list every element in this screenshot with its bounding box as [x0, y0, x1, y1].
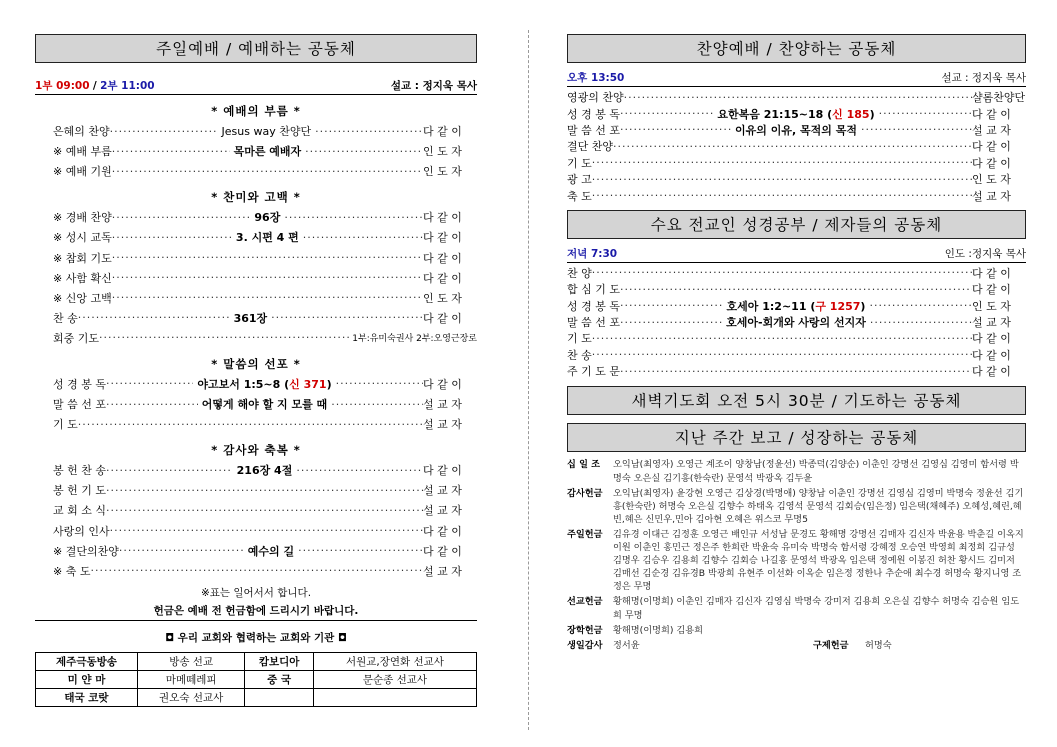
- order-row: [567, 155, 1026, 171]
- afternoon-meta: [567, 69, 1026, 87]
- order-label: 찬 송: [53, 311, 78, 325]
- sunday-meta: [35, 77, 477, 95]
- wednesday-order: [567, 265, 1026, 380]
- order-content: [731, 122, 861, 138]
- order-label: 기 도: [53, 418, 78, 432]
- order-label: 은혜의 찬양: [53, 125, 110, 139]
- order-label: ※ 결단의찬양: [53, 544, 119, 558]
- leader-dots: [106, 377, 193, 390]
- weekly-report: [567, 458, 1026, 636]
- report-row: [567, 458, 1026, 484]
- order-content: [230, 143, 306, 159]
- partner-row: [36, 688, 477, 706]
- order-label: 축 도: [567, 189, 592, 203]
- sunday-preacher: 설교 : 정지욱 목사: [390, 80, 477, 92]
- order-row: [567, 89, 1026, 105]
- report-row: [567, 624, 1026, 637]
- order-person: 다 같 이: [422, 377, 462, 391]
- relief-value: 허명숙: [865, 639, 892, 651]
- order-label: 교 회 소 식: [53, 504, 106, 518]
- leader-dots: [112, 271, 423, 284]
- order-person: 다 같 이: [972, 332, 1011, 346]
- order-person: 설 교 자: [423, 504, 462, 518]
- leader-dots: [106, 484, 423, 497]
- leader-dots: [592, 348, 972, 361]
- leader-dots: [592, 189, 972, 202]
- order-row: [35, 460, 477, 480]
- order-row: [35, 308, 477, 328]
- order-content-text: 216장 4절: [236, 464, 293, 478]
- partner-cell: 중 국: [245, 670, 314, 688]
- order-content: [713, 106, 878, 122]
- dawn-banner: 새벽기도회 오전 5시 30분 / 기도하는 공동체: [567, 386, 1026, 415]
- order-label: 합 심 기 도: [567, 283, 620, 297]
- standing-note: ※표는 일어서서 합니다.: [200, 586, 312, 599]
- order-person: 다 같 이: [972, 365, 1011, 379]
- order-person: 설 교 자: [423, 484, 462, 498]
- leader-dots: [861, 123, 972, 136]
- report-label: 장학헌금: [567, 624, 603, 636]
- order-label: ※ 사함 확신: [53, 271, 112, 285]
- hymn-ref: 구 1257: [815, 299, 861, 313]
- order-person: 다 같 이: [422, 231, 462, 245]
- ref-close: ): [860, 299, 866, 313]
- order-label: 찬 양: [567, 266, 592, 280]
- order-label: 영광의 찬양: [567, 91, 624, 105]
- order-row: [567, 265, 1026, 281]
- order-row: [567, 105, 1026, 121]
- report-row: [567, 595, 1026, 621]
- partner-cell: [245, 688, 314, 706]
- order-row: [35, 141, 477, 161]
- order-content-text: 3. 시편 4 편: [235, 231, 299, 245]
- order-row: [35, 521, 477, 541]
- order-person: 다 같 이: [423, 125, 462, 139]
- leader-dots: [119, 544, 244, 557]
- order-row: [35, 328, 477, 348]
- ref-close: ): [869, 107, 875, 121]
- order-content-text: 요한복음 21:15~18 (: [717, 107, 833, 121]
- report-names: 오익남(최영자) 윤강현 오영근 김상경(박명애) 양창남 이춘인 강명선 김영심 김영미 박명숙 정윤선 김기흥(한숙란) 허명숙 오은실 김향수 하태옥 김영석 문영석 김회승(임은정) 임은택(채혜주) 오혜성,혜린,혜빈,혜은 신민우,민아 김아현 오혜은 위스코 무명5: [613, 487, 1024, 525]
- afternoon-time: 오후 13:50: [567, 72, 625, 84]
- order-label: 회중 기도: [53, 331, 100, 345]
- report-names: 황해명(이명희) 이춘인 김매자 김신자 김영심 박명숙 강미저 김용희 오은실 김향수 허명숙 김승원 임도희 무명: [613, 596, 1020, 621]
- report-row: [567, 528, 1026, 593]
- wednesday-banner: 수요 전교인 성경공부 / 제자들의 공동체: [567, 210, 1026, 239]
- order-person: 설 교 자: [972, 189, 1011, 203]
- relief-label: 구제헌금: [813, 639, 849, 651]
- order-row: [35, 288, 477, 308]
- section-title: * 감사와 축복 *: [211, 443, 301, 458]
- partner-cell: 태국 코랏: [36, 688, 138, 706]
- order-row: [35, 227, 477, 247]
- leader-dots: [624, 91, 972, 104]
- leader-dots: [106, 398, 198, 411]
- order-row: [567, 187, 1026, 203]
- order-person: 인 도 자: [972, 299, 1011, 313]
- order-row: [35, 268, 477, 288]
- report-label: 주일헌금: [567, 528, 603, 540]
- leader-dots: [112, 165, 423, 178]
- time-separator: /: [92, 80, 97, 92]
- page-divider: [528, 30, 529, 730]
- order-person: 다 같 이: [423, 271, 462, 285]
- afternoon-preacher: 설교 : 정지욱 목사: [941, 72, 1026, 84]
- section-title: * 예배의 부름 *: [211, 104, 301, 118]
- partner-cell: 권오숙 선교사: [137, 688, 244, 706]
- order-person: 설 교 자: [423, 564, 462, 578]
- order-person: 다 같 이: [423, 524, 462, 538]
- offering-note: 헌금은 예배 전 헌금함에 드리시기 바랍니다.: [35, 602, 477, 621]
- partner-cell: 문순종 선교사: [313, 670, 476, 688]
- order-label: ※ 경배 찬양: [53, 211, 112, 225]
- partner-cell: 방송 선교: [137, 652, 244, 670]
- order-row: [567, 281, 1026, 297]
- order-content-text: 예수의 길: [247, 544, 295, 558]
- partners-table: [35, 652, 477, 707]
- order-content-text: 361장: [233, 311, 268, 325]
- order-content: [232, 229, 303, 245]
- report-names: 정서윤: [613, 639, 640, 651]
- leader-dots: [620, 107, 713, 120]
- leader-dots: [879, 107, 972, 120]
- order-content: [723, 298, 870, 314]
- partner-cell: 서원교,장연화 선교사: [313, 652, 476, 670]
- order-person: 인 도 자: [423, 291, 462, 305]
- order-label: 사랑의 인사: [53, 524, 110, 538]
- partners-title: ◘ 우리 교회와 협력하는 교회와 기관 ◘: [165, 631, 347, 644]
- order-person: 다 같 이: [423, 311, 462, 325]
- order-content: [230, 310, 272, 326]
- order-label: 주 기 도 문: [567, 365, 620, 379]
- report-label: 생일감사: [567, 639, 603, 651]
- leader-dots: [296, 464, 423, 477]
- leader-dots: [620, 283, 972, 296]
- order-content: [233, 462, 297, 478]
- order-person: 다 같 이: [972, 140, 1011, 154]
- section-title: * 말씀의 선포 *: [211, 356, 301, 371]
- ref-close: ): [326, 377, 332, 391]
- order-person: 다 같 이: [423, 211, 462, 225]
- order-person: 다 같 이: [422, 464, 462, 478]
- order-row: [567, 138, 1026, 154]
- order-label: 찬 송: [567, 348, 592, 362]
- order-person: 다 같 이: [972, 348, 1011, 362]
- order-person: 인 도 자: [423, 165, 462, 179]
- afternoon-order: [567, 89, 1026, 204]
- wednesday-time: 저녁 7:30: [567, 247, 618, 260]
- order-label: 결단 찬양: [567, 140, 614, 154]
- order-content: [198, 396, 331, 412]
- partner-cell: 캄보디아: [245, 652, 314, 670]
- order-label: ※ 예배 부름: [53, 145, 112, 159]
- order-label: 기 도: [567, 156, 592, 170]
- order-label: ※ 참회 기도: [53, 251, 112, 265]
- order-row: [35, 414, 477, 434]
- order-content-text: 어떻게 해야 할 지 모를 때: [201, 398, 328, 412]
- order-label: 성 경 봉 독: [567, 299, 620, 313]
- report-names: 황해명(이명희) 김용희: [613, 624, 703, 636]
- report-names: 오익남(최영자) 오영근 계조이 양창남(정윤선) 박종덕(김양순) 이춘인 강명선 김영심 김영미 함서령 박명숙 오은실 김기흥(한숙란) 문영석 박광옥 김두윤: [613, 459, 1019, 484]
- order-content-text: 호세아-회개와 사랑의 선지자: [726, 316, 866, 330]
- leader-dots: [305, 145, 423, 158]
- order-label: 광 고: [567, 173, 592, 187]
- order-row: [35, 394, 477, 414]
- sunday-banner: 주일예배 / 예배하는 공동체: [35, 34, 477, 63]
- order-person: 1부:유미숙권사 2부:오영근장로: [352, 334, 477, 345]
- order-label: ※ 축 도: [53, 564, 91, 578]
- hymn-ref: 신 185: [832, 107, 870, 121]
- leader-dots: [112, 291, 423, 304]
- order-person: 설 교 자: [972, 316, 1011, 330]
- hymn-ref: 신 371: [289, 377, 327, 391]
- order-person: 샬롬찬양단: [972, 91, 1026, 105]
- service-times: [35, 77, 155, 94]
- order-person: 인 도 자: [972, 173, 1011, 187]
- order-label: 말 씀 선 포: [567, 316, 620, 330]
- leader-dots: [110, 125, 218, 138]
- order-row: [567, 363, 1026, 379]
- leader-dots: [298, 544, 423, 557]
- report-names: 김유경 이대근 김정훈 오영근 배인규 서성남 문경도 황해명 강명선 김매자 김신자 박윤용 박춘길 이옥지 이원 이춘인 홍민근 정은주 한희란 박윤숙 유미숙 박명숙 함서령 강혜정 오승연 박영희 최정희 김규성 김명우 김승우 김용희 김향수 김회승 나길홍 문영석 박광옥 임은택 정예원 이봉진 허찬 황시드 김미저 김매선 김순경 김유경B 박광희 유현주 이선화 이옥순 임은정 정한나 추순애 최수경 허명숙 황지니영 조정은 무명: [613, 528, 1024, 593]
- order-content-text: 목마른 예배자: [233, 145, 302, 159]
- order-label: ※ 예배 기원: [53, 165, 112, 179]
- order-person: 설 교 자: [972, 123, 1011, 137]
- leader-dots: [106, 464, 233, 477]
- leader-dots: [336, 377, 423, 390]
- order-content-text: 이유의 이유, 목적의 목적: [735, 123, 857, 137]
- afternoon-banner: 찬양예배 / 찬양하는 공동체: [567, 34, 1026, 63]
- leader-dots: [112, 231, 232, 244]
- order-content-text: 96장: [254, 211, 281, 225]
- order-person: 다 같 이: [972, 107, 1011, 121]
- order-row: [35, 541, 477, 561]
- leader-dots: [870, 316, 972, 329]
- order-label: 성 경 봉 독: [53, 377, 106, 391]
- wednesday-leader: 인도 :정지욱 목사: [944, 247, 1026, 260]
- section-title: * 찬미와 고백 *: [211, 190, 301, 205]
- leader-dots: [620, 365, 972, 378]
- leader-dots: [592, 332, 972, 345]
- order-row: [35, 374, 477, 394]
- partner-row: [36, 652, 477, 670]
- order-person: 다 같 이: [972, 283, 1011, 297]
- leader-dots: [112, 211, 251, 224]
- order-row: [35, 121, 477, 141]
- partner-cell: 제주극동방송: [36, 652, 138, 670]
- order-person: 설 교 자: [422, 398, 462, 412]
- order-row: [567, 314, 1026, 330]
- leader-dots: [106, 504, 423, 517]
- report-banner: 지난 주간 보고 / 성장하는 공동체: [567, 423, 1026, 452]
- order-row: [35, 500, 477, 520]
- leader-dots: [620, 123, 731, 136]
- order-content-text: 야고보서 1:5~8 (: [197, 377, 290, 391]
- partner-row: [36, 670, 477, 688]
- wednesday-meta: [567, 245, 1026, 263]
- order-row: [567, 347, 1026, 363]
- leader-dots: [331, 398, 423, 411]
- leader-dots: [271, 311, 423, 324]
- order-person: 설 교 자: [423, 418, 462, 432]
- sunday-order: [35, 101, 477, 581]
- leader-dots: [99, 331, 352, 344]
- leader-dots: [613, 140, 972, 153]
- order-row: [35, 161, 477, 181]
- leader-dots: [620, 316, 722, 329]
- leader-dots: [284, 211, 423, 224]
- report-label: 십 일 조: [567, 459, 601, 471]
- leader-dots: [112, 145, 230, 158]
- report-label: 선교헌금: [567, 596, 603, 608]
- relief-row: [567, 639, 1026, 652]
- order-content-text: 호세아 1:2~11 (: [726, 299, 816, 313]
- order-row: [35, 480, 477, 500]
- order-content-text: Jesus way 찬양단: [221, 125, 312, 139]
- leader-dots: [592, 173, 972, 186]
- order-label: 봉 헌 찬 송: [53, 464, 106, 478]
- leader-dots: [869, 299, 972, 312]
- first-service-time: 1부 09:00: [35, 80, 90, 92]
- leader-dots: [112, 251, 423, 264]
- order-label: ※ 신앙 고백: [53, 291, 112, 305]
- order-content: [722, 314, 870, 330]
- order-person: 다 같 이: [423, 251, 462, 265]
- report-label: 감사헌금: [567, 487, 603, 499]
- partner-cell: 마메떼레피: [137, 670, 244, 688]
- order-row: [35, 561, 477, 581]
- order-content: [250, 209, 284, 225]
- right-column: [567, 28, 1026, 652]
- leader-dots: [592, 266, 972, 279]
- order-person: 다 같 이: [972, 156, 1011, 170]
- order-label: 말 씀 선 포: [53, 398, 106, 412]
- order-person: 다 같 이: [972, 266, 1011, 280]
- order-row: [567, 171, 1026, 187]
- second-service-time: 2부 11:00: [100, 80, 155, 92]
- order-content: [193, 376, 335, 392]
- order-row: [35, 207, 477, 227]
- leader-dots: [110, 524, 423, 537]
- leader-dots: [315, 125, 423, 138]
- order-person: 인 도 자: [423, 145, 462, 159]
- order-label: ※ 성시 교독: [53, 231, 112, 245]
- partner-cell: [313, 688, 476, 706]
- leader-dots: [592, 156, 972, 169]
- order-content: [218, 123, 316, 139]
- partner-cell: 미 얀 마: [36, 670, 138, 688]
- leader-dots: [78, 418, 423, 431]
- order-content: [244, 543, 298, 559]
- order-row: [567, 298, 1026, 314]
- leader-dots: [90, 564, 423, 577]
- order-row: [35, 247, 477, 267]
- order-label: 기 도: [567, 332, 592, 346]
- order-person: 다 같 이: [423, 544, 462, 558]
- leader-dots: [78, 311, 230, 324]
- order-label: 성 경 봉 독: [567, 107, 620, 121]
- report-row: [567, 487, 1026, 526]
- order-row: [567, 122, 1026, 138]
- order-label: 봉 헌 기 도: [53, 484, 106, 498]
- order-label: 말 씀 선 포: [567, 123, 620, 137]
- leader-dots: [303, 231, 423, 244]
- order-row: [567, 330, 1026, 346]
- left-column: [35, 28, 477, 707]
- leader-dots: [620, 299, 723, 312]
